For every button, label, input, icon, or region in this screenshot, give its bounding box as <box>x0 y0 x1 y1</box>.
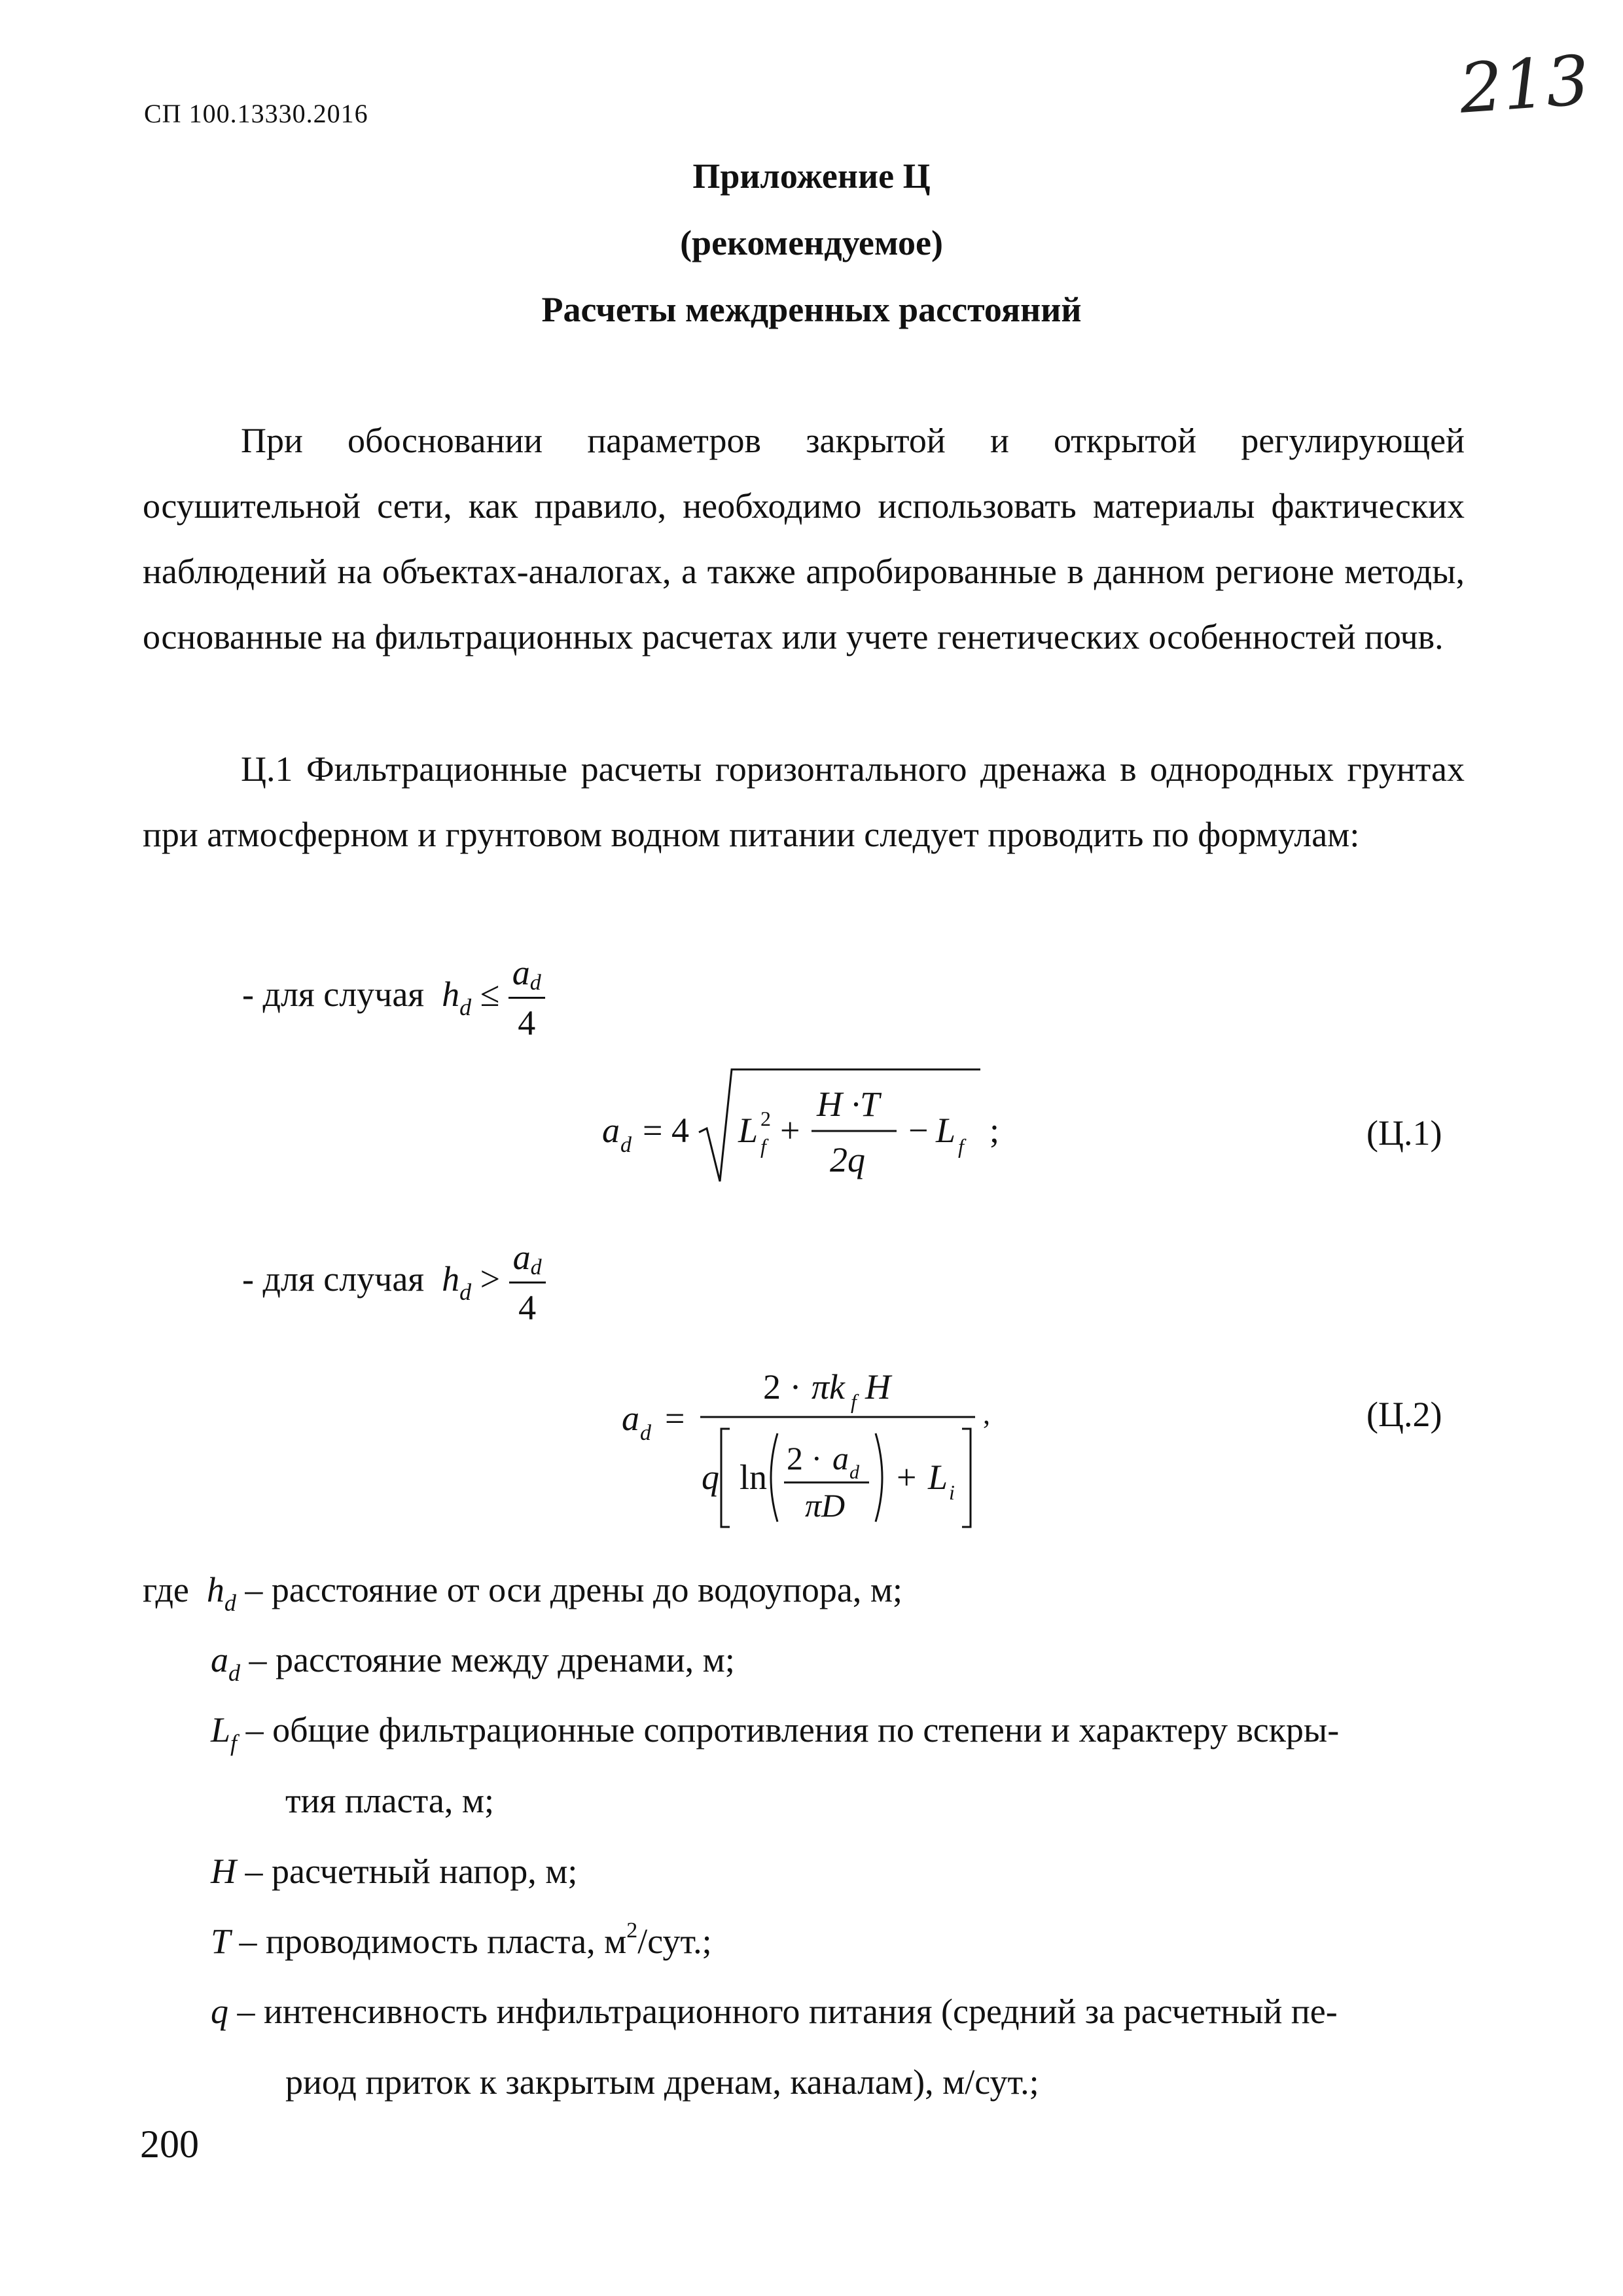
clause-paragraph <box>143 736 1465 867</box>
definition-q-text: – интенсивность инфильтрационного питания (средний за расчетный пе- <box>237 1992 1338 2031</box>
svg-text:2: 2 <box>760 1107 771 1130</box>
svg-text:L: L <box>928 1458 948 1497</box>
handwritten-page-number: 213 <box>1456 40 1592 129</box>
svg-text:+: + <box>780 1111 800 1150</box>
svg-text:−: − <box>908 1111 929 1150</box>
page-number: 200 <box>140 2123 199 2166</box>
formula-c2 <box>609 1345 1054 1535</box>
svg-text:,: , <box>983 1398 990 1430</box>
svg-text:d: d <box>620 1133 632 1157</box>
svg-text:i: i <box>949 1480 955 1504</box>
svg-text:+: + <box>897 1458 917 1497</box>
svg-text:d: d <box>849 1462 859 1483</box>
equation-number-c2: (Ц.2) <box>1366 1395 1442 1434</box>
definition-lf: $L_f$ – общие фильтрационные сопротивления по степени и характеру вскры- <box>211 1710 1340 1756</box>
svg-text:πk: πk <box>812 1367 846 1407</box>
case1-condition: - для случая $h_d$ ≤ $\frac{ad}{4}$ <box>242 952 545 1043</box>
svg-text:πD: πD <box>805 1487 846 1524</box>
svg-text:a: a <box>602 1111 620 1150</box>
case2-condition: - для случая $h_d$ > $\frac{ad}{4}$ <box>242 1237 546 1328</box>
svg-text:f: f <box>851 1390 857 1413</box>
svg-text:f: f <box>760 1134 766 1158</box>
formula-c1 <box>589 1060 1060 1191</box>
svg-text:a: a <box>832 1440 849 1477</box>
svg-text:H: H <box>865 1367 891 1407</box>
clause-text: Ц.1 Фильтрационные расчеты горизонтального дренажа в однородных грунтах при атмосферном и грунтовом водном питании следует проводить по формулам: <box>143 749 1465 854</box>
svg-text:q: q <box>702 1458 719 1497</box>
definition-h: H – расчетный напор, м; <box>211 1852 578 1891</box>
document-code: СП 100.13330.2016 <box>144 99 368 128</box>
definition-h-text: – расчетный напор, м; <box>245 1852 578 1891</box>
definition-ad: $a_d$ – расстояние между дренами, м; <box>211 1640 735 1686</box>
definition-q-continuation: риод приток к закрытым дренам, каналам), м/сут.; <box>285 2062 1039 2102</box>
svg-text:2 ·: 2 · <box>787 1440 823 1477</box>
svg-text:;: ; <box>990 1111 1000 1150</box>
appendix-subject: Расчеты междренных расстояний <box>541 290 1082 329</box>
definition-ad-text: – расстояние между дренами, м; <box>249 1640 735 1679</box>
svg-text:2q: 2q <box>830 1140 865 1179</box>
definition-hd: где $h_d$ – расстояние от оси дрены до водоупора, м; <box>143 1570 902 1616</box>
svg-text:f: f <box>958 1134 964 1158</box>
svg-text:d: d <box>640 1421 651 1445</box>
svg-text:a: a <box>622 1399 639 1438</box>
appendix-status: (рекомендуемое) <box>680 223 943 262</box>
appendix-title: Приложение Ц <box>692 156 931 196</box>
svg-text:L: L <box>936 1111 956 1150</box>
intro-paragraph <box>143 408 1465 670</box>
case2-label: - для случая <box>242 1259 425 1299</box>
svg-text:= 4: = 4 <box>643 1111 689 1150</box>
svg-text:ln: ln <box>740 1458 768 1497</box>
svg-text:=: = <box>665 1399 685 1438</box>
svg-text:2 ·: 2 · <box>763 1367 802 1407</box>
equation-number-c1: (Ц.1) <box>1366 1113 1442 1153</box>
definition-t-unit: /сут.; <box>637 1922 712 1961</box>
definition-hd-text: – расстояние от оси дрены до водоупора, м; <box>245 1570 902 1609</box>
definition-t-exponent: 2 <box>626 1918 638 1943</box>
where-label: где <box>143 1570 189 1609</box>
case1-label: - для случая <box>242 974 425 1014</box>
definition-lf-text: – общие фильтрационные сопротивления по степени и характеру вскры- <box>245 1710 1340 1749</box>
svg-text:H ·T: H ·T <box>817 1085 880 1124</box>
intro-text: При обосновании параметров закрытой и открытой регулирующей осушительной сети, как правило, необходимо использовать материалы фактических наблюдений на объектах-аналогах, а также апробированные в данном регионе методы, основанные на фильтрационных расчетах или учете генетических особенностей почв. <box>143 421 1465 656</box>
definition-q: q – интенсивность инфильтрационного питания (средний за расчетный пе- <box>211 1992 1338 2031</box>
definition-t-text: – проводимость пласта, м <box>239 1922 627 1961</box>
definition-lf-continuation: тия пласта, м; <box>285 1781 495 1820</box>
definition-t: T – проводимость пласта, $м^2$/сут.; <box>211 1918 712 1961</box>
svg-text:L: L <box>738 1111 758 1150</box>
